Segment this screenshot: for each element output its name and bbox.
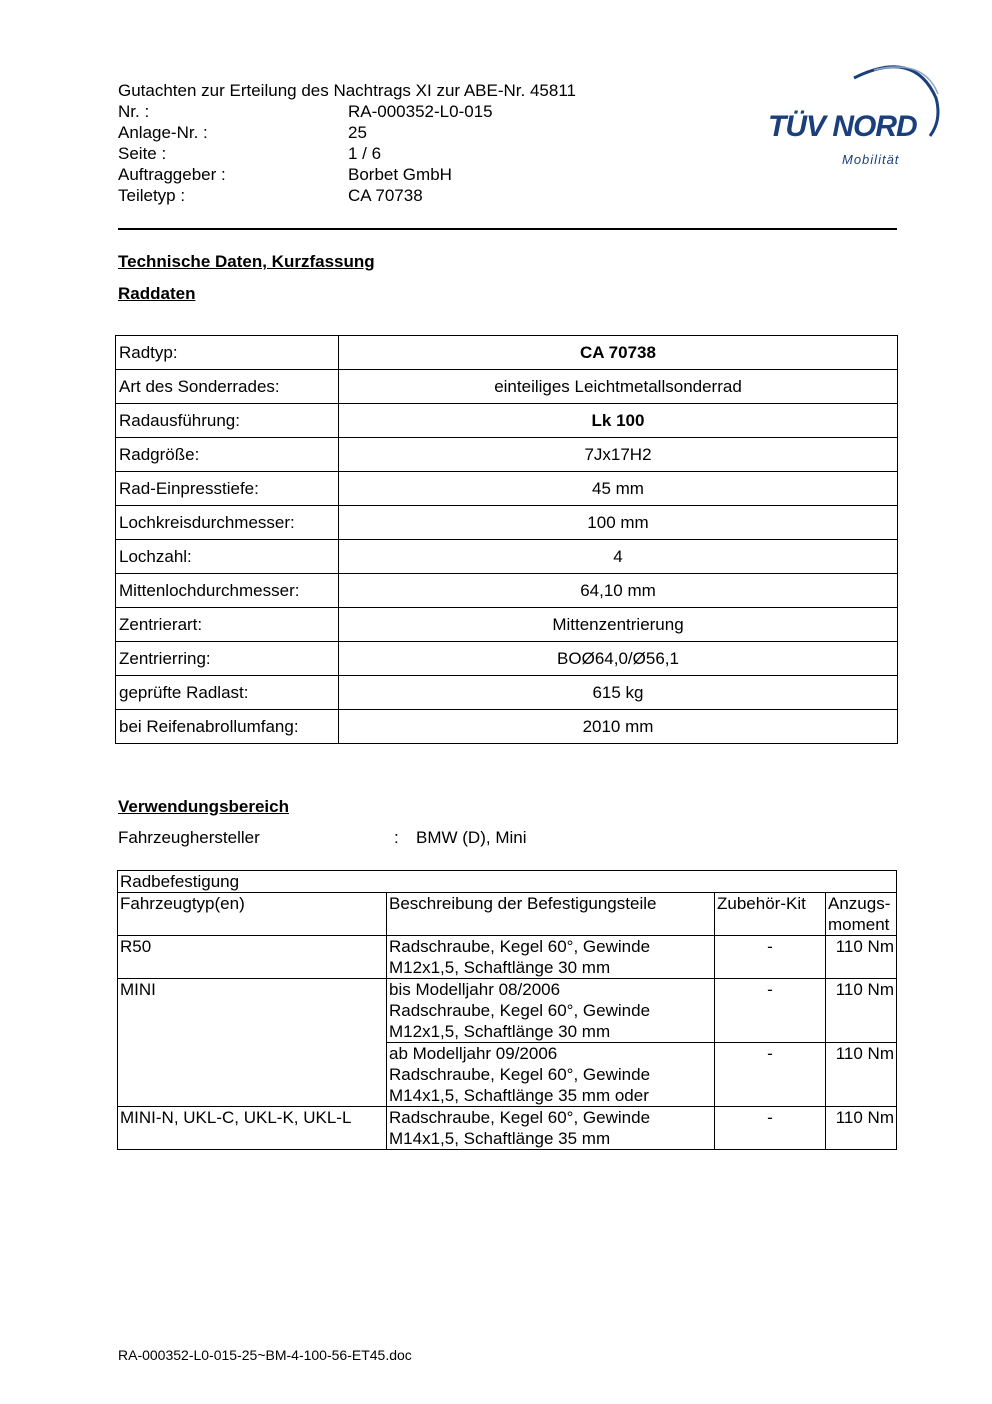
header-value: CA 70738	[348, 186, 423, 205]
header-label: Anlage-Nr. :	[118, 123, 208, 142]
header-label: Teiletyp :	[118, 186, 186, 205]
wheel-data-value: 7Jx17H2	[339, 438, 898, 472]
header-value: RA-000352-L0-015	[348, 102, 493, 121]
table-row	[116, 438, 898, 472]
torque-cell: 110 Nm	[826, 936, 897, 979]
wheel-data-value: CA 70738	[339, 336, 898, 370]
section-title: Technische Daten, Kurzfassung	[118, 252, 375, 271]
table-row	[118, 936, 897, 979]
wheel-data-label: Zentrierart:	[116, 608, 339, 642]
wheel-data-value: 100 mm	[339, 506, 898, 540]
mounting-title: Radbefestigung	[118, 871, 897, 893]
table-row	[118, 979, 897, 1043]
usage-title: Verwendungsbereich	[118, 797, 289, 816]
description-cell: Radschraube, Kegel 60°, Gewinde M12x1,5, Schaftlänge 30 mm	[387, 936, 715, 979]
wheel-data-label: bei Reifenabrollumfang:	[116, 710, 339, 744]
wheel-data-value: 4	[339, 540, 898, 574]
logo-brand-text: TÜV NORD	[768, 110, 917, 143]
wheel-data-value: 2010 mm	[339, 710, 898, 744]
wheel-data-label: Mittenlochdurchmesser:	[116, 574, 339, 608]
tuv-nord-logo	[764, 58, 944, 170]
description-cell: ab Modelljahr 09/2006 Radschraube, Kegel 60°, Gewinde M14x1,5, Schaftlänge 35 mm oder	[387, 1043, 715, 1107]
mounting-table	[117, 870, 897, 1150]
kit-cell: -	[715, 1107, 826, 1150]
logo-subtitle: Mobilität	[842, 152, 900, 167]
wheel-data-value: 64,10 mm	[339, 574, 898, 608]
document-header	[118, 80, 678, 206]
wheel-data-label: Art des Sonderrades:	[116, 370, 339, 404]
table-row	[116, 676, 898, 710]
wheel-data-value: 615 kg	[339, 676, 898, 710]
wheel-data-label: Rad-Einpresstiefe:	[116, 472, 339, 506]
header-row-nr	[118, 101, 678, 122]
wheel-data-label: Zentrierring:	[116, 642, 339, 676]
manufacturer-row	[118, 828, 818, 848]
header-kit: Zubehör-Kit	[715, 893, 826, 936]
header-row-teiletyp	[118, 185, 678, 206]
torque-cell: 110 Nm	[826, 1107, 897, 1150]
wheel-data-label: Radausführung:	[116, 404, 339, 438]
wheel-data-label: Radtyp:	[116, 336, 339, 370]
table-row	[116, 642, 898, 676]
wheel-data-value: Lk 100	[339, 404, 898, 438]
kit-cell: -	[715, 979, 826, 1043]
vehicle-cell: MINI	[118, 979, 387, 1107]
section-subtitle: Raddaten	[118, 284, 196, 303]
table-row	[116, 336, 898, 370]
header-vehicle: Fahrzeugtyp(en)	[118, 893, 387, 936]
torque-cell: 110 Nm	[826, 1043, 897, 1107]
kit-cell: -	[715, 1043, 826, 1107]
table-row	[116, 710, 898, 744]
torque-cell: 110 Nm	[826, 979, 897, 1043]
table-row	[116, 506, 898, 540]
wheel-data-label: Radgröße:	[116, 438, 339, 472]
vehicle-cell: MINI-N, UKL-C, UKL-K, UKL-L	[118, 1107, 387, 1150]
wheel-data-label: Lochkreisdurchmesser:	[116, 506, 339, 540]
wheel-data-table	[115, 335, 898, 744]
manufacturer-label: Fahrzeughersteller	[118, 828, 260, 847]
header-value: 25	[348, 123, 367, 142]
table-row	[118, 1107, 897, 1150]
header-value: 1 / 6	[348, 144, 382, 163]
header-divider	[118, 228, 897, 230]
wheel-data-label: geprüfte Radlast:	[116, 676, 339, 710]
header-row-anlage	[118, 122, 678, 143]
wheel-data-value: Mittenzentrierung	[339, 608, 898, 642]
kit-cell: -	[715, 936, 826, 979]
table-row	[116, 574, 898, 608]
header-label: Nr. :	[118, 102, 150, 121]
wheel-data-value: 45 mm	[339, 472, 898, 506]
mounting-header-row	[118, 893, 897, 936]
header-label: Auftraggeber :	[118, 165, 226, 184]
description-cell: Radschraube, Kegel 60°, Gewinde M14x1,5, Schaftlänge 35 mm	[387, 1107, 715, 1150]
table-row	[116, 472, 898, 506]
mounting-title-row	[118, 871, 897, 893]
header-label: Seite :	[118, 144, 167, 163]
wheel-data-value: BOØ64,0/Ø56,1	[339, 642, 898, 676]
table-row	[116, 404, 898, 438]
manufacturer-value: BMW (D), Mini	[416, 828, 527, 847]
wheel-data-value: einteiliges Leichtmetallsonderrad	[339, 370, 898, 404]
table-row	[116, 608, 898, 642]
footer-filename: RA-000352-L0-015-25~BM-4-100-56-ET45.doc	[118, 1347, 412, 1363]
header-row-seite	[118, 143, 678, 164]
header-row-auftraggeber	[118, 164, 678, 185]
description-cell: bis Modelljahr 08/2006 Radschraube, Kegel 60°, Gewinde M12x1,5, Schaftlänge 30 mm	[387, 979, 715, 1043]
table-row	[116, 540, 898, 574]
header-torque: Anzugs- moment	[826, 893, 897, 936]
header-description: Beschreibung der Befestigungsteile	[387, 893, 715, 936]
vehicle-cell: R50	[118, 936, 387, 979]
header-value: Borbet GmbH	[348, 165, 452, 184]
document-title: Gutachten zur Erteilung des Nachtrags XI zur ABE-Nr. 45811	[118, 81, 576, 100]
table-row	[116, 370, 898, 404]
manufacturer-colon: :	[394, 828, 399, 847]
wheel-data-label: Lochzahl:	[116, 540, 339, 574]
